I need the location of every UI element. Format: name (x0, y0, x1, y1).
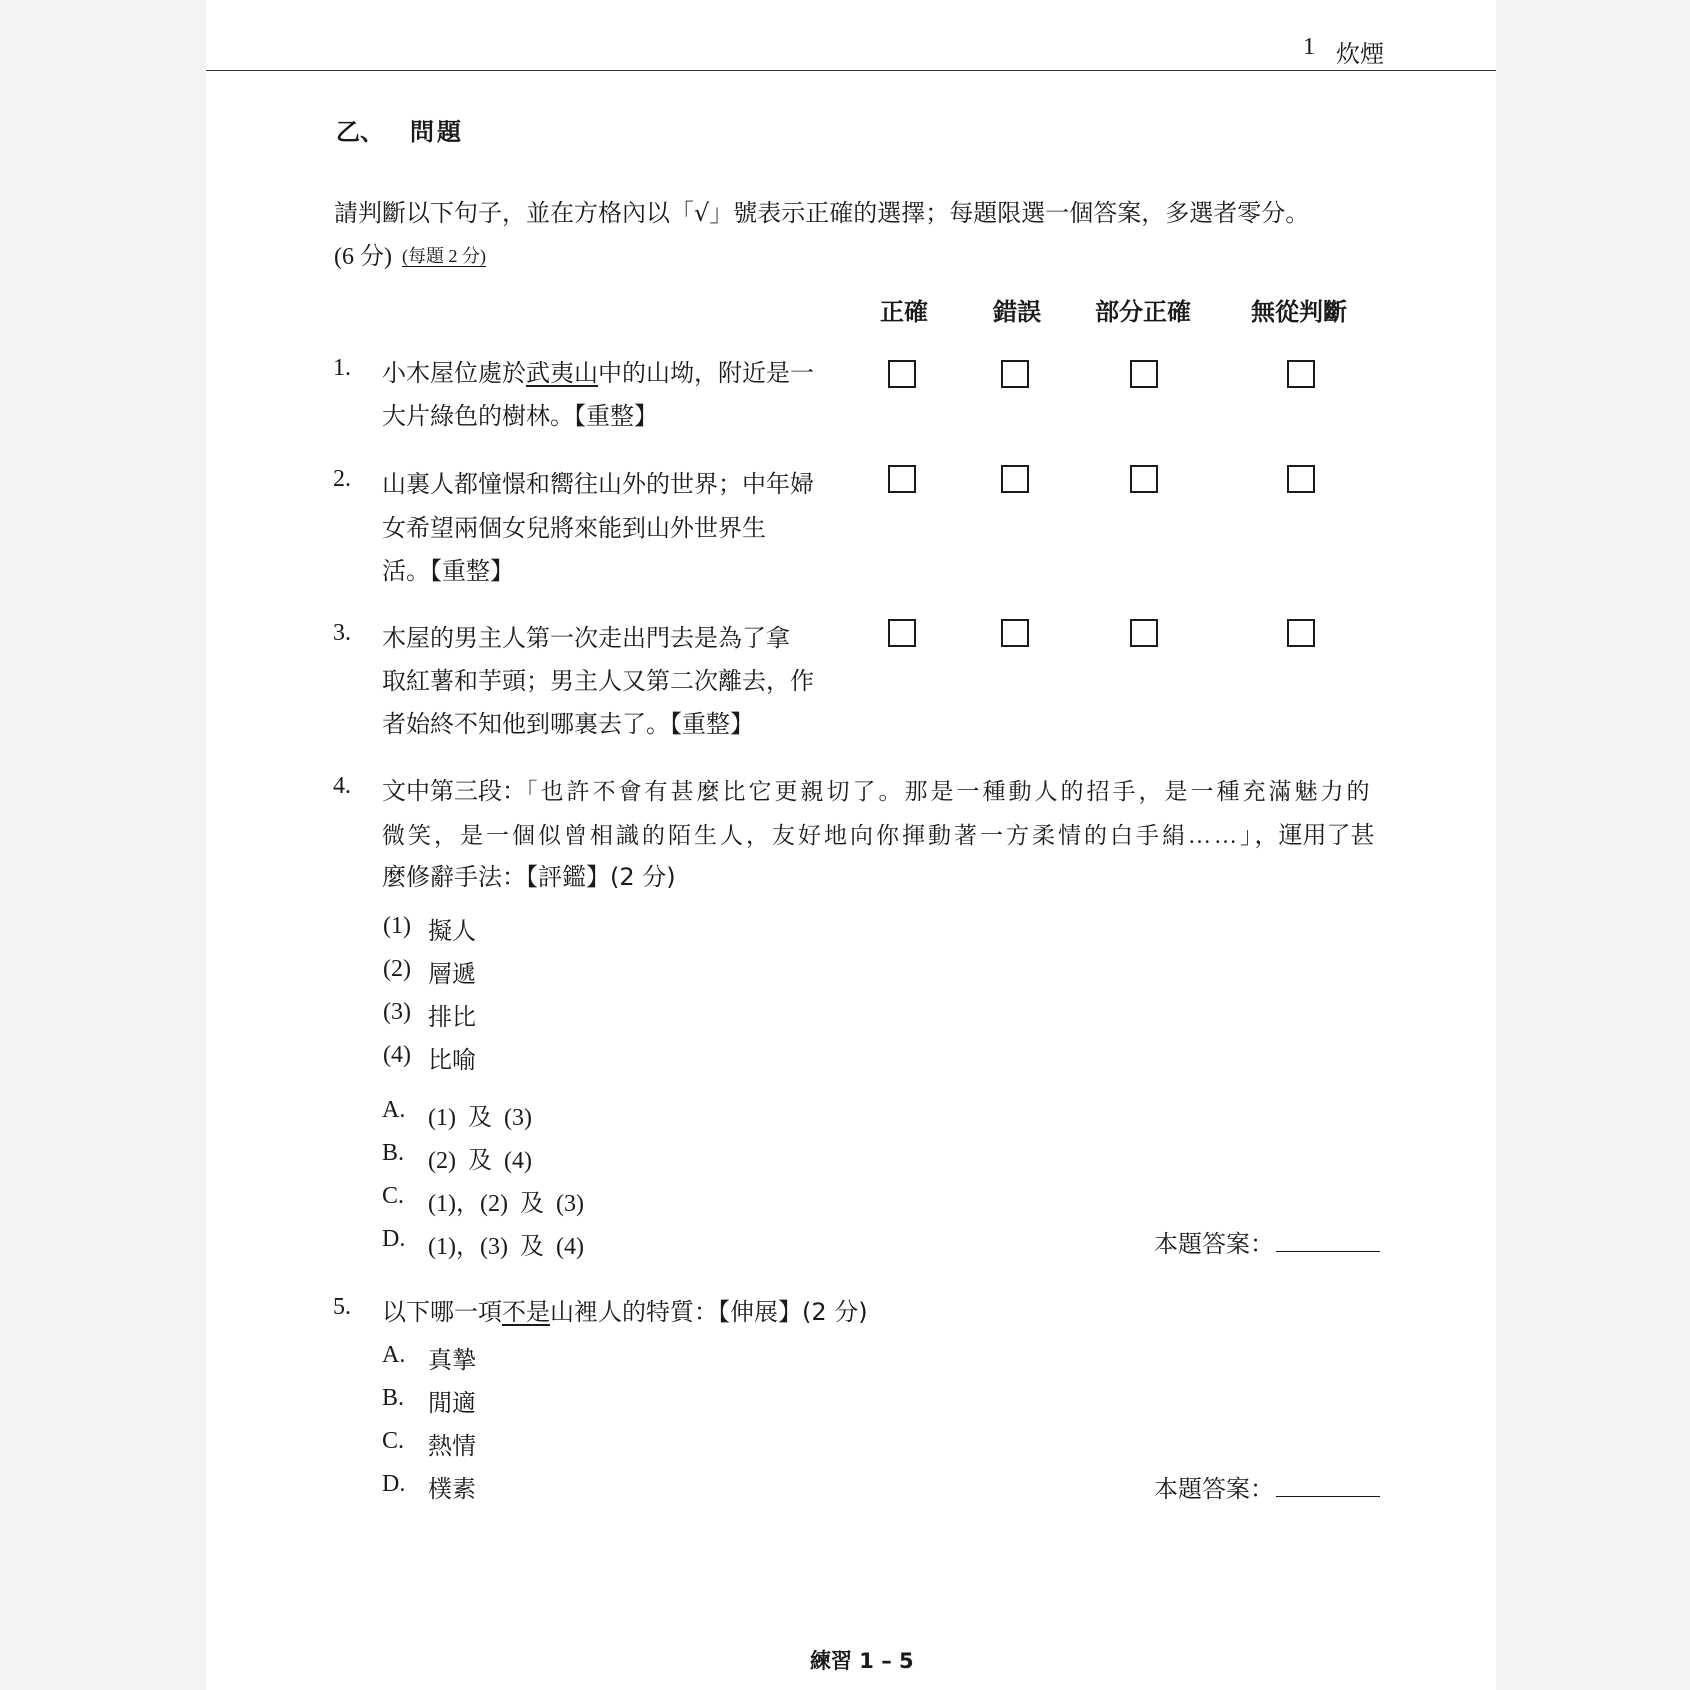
section-title: 問題 (410, 118, 464, 146)
q5-option-letter: D. (382, 1471, 406, 1497)
q4-option-text: (1)，(2) 及 (3) (428, 1191, 584, 1217)
instructions-text: 請判斷以下句子，並在方格內以「√」號表示正確的選擇；每題限選一個答案，多選者零分。 (334, 199, 1310, 227)
question-text-line: 活。【重整】 (382, 557, 514, 585)
q5-option-text: 熱情 (428, 1432, 476, 1460)
question-number: 2. (333, 466, 351, 492)
q4-option-letter: A. (382, 1097, 406, 1123)
q4-text-line1: 文中第三段：「也許不會有甚麼比它更親切了。那是一種動人的招手，是一種充滿魅力的 (382, 777, 1373, 805)
checkbox-q2-wrong[interactable] (1001, 465, 1029, 493)
q4-option-text: (1)，(3) 及 (4) (428, 1234, 584, 1260)
question-text-line: 小木屋位處於武夷山中的山坳，附近是一 (382, 359, 814, 387)
q4-item-number: (3) (383, 999, 411, 1025)
q4-option-letter: C. (382, 1183, 405, 1209)
answer-blank[interactable] (1276, 1227, 1380, 1252)
q5-text: 以下哪一項不是山裡人的特質：【伸展】(2 分) (382, 1298, 868, 1326)
q5-answer-field (1154, 1469, 1380, 1504)
checkbox-q3-partial[interactable] (1130, 619, 1158, 647)
q4-text-line3: 麼修辭手法：【評鑑】(2 分) (382, 863, 676, 891)
q5-option-letter: A. (382, 1342, 406, 1368)
checkbox-q1-undeterminable[interactable] (1287, 360, 1315, 388)
instructions-marks: (6 分) (334, 244, 392, 270)
q4-answer-field (1154, 1224, 1380, 1259)
q4-item-number: (2) (383, 956, 411, 982)
checkbox-q3-wrong[interactable] (1001, 619, 1029, 647)
question-number: 4. (333, 773, 351, 799)
q5-option-letter: C. (382, 1428, 405, 1454)
question-number: 1. (333, 355, 351, 381)
answer-label: 本題答案： (1154, 1230, 1274, 1258)
q4-option-letter: B. (382, 1140, 405, 1166)
q4-item-text: 比喻 (428, 1046, 476, 1074)
checkbox-q3-undeterminable[interactable] (1287, 619, 1315, 647)
q4-item-text: 層遞 (428, 960, 476, 988)
section-label: 乙、 (336, 118, 384, 146)
column-header-wrong: 錯誤 (993, 298, 1041, 326)
page-footer: 練習 1 – 5 (810, 1649, 914, 1673)
question-text-line: 木屋的男主人第一次走出門去是為了拿 (382, 624, 790, 652)
question-text-line: 女希望兩個女兒將來能到山外世界生 (382, 514, 766, 542)
q4-item-text: 擬人 (428, 917, 476, 945)
q4-option-text: (2) 及 (4) (428, 1148, 532, 1174)
checkbox-q2-partial[interactable] (1130, 465, 1158, 493)
q4-item-number: (1) (383, 913, 411, 939)
chapter-title: 炊煙 (1336, 40, 1384, 68)
header-rule (206, 70, 1496, 71)
checkbox-q3-correct[interactable] (888, 619, 916, 647)
column-header-partial: 部分正確 (1095, 298, 1191, 326)
q4-item-number: (4) (383, 1042, 411, 1068)
question-text-line: 取紅薯和芋頭；男主人又第二次離去，作 (382, 667, 814, 695)
answer-blank[interactable] (1276, 1472, 1380, 1497)
column-header-correct: 正確 (880, 298, 928, 326)
column-header-undeterminable: 無從判斷 (1251, 298, 1347, 326)
question-text-line: 山裏人都憧憬和嚮往山外的世界；中年婦 (382, 470, 814, 498)
q4-text-line2: 微笑，是一個似曾相識的陌生人，友好地向你揮動著一方柔情的白手絹……」，運用了甚 (382, 821, 1375, 849)
checkbox-q1-partial[interactable] (1130, 360, 1158, 388)
answer-label: 本題答案： (1154, 1475, 1274, 1503)
q5-option-text: 閒適 (428, 1389, 476, 1417)
question-number: 3. (333, 620, 351, 646)
q5-option-letter: B. (382, 1385, 405, 1411)
q4-option-text: (1) 及 (3) (428, 1105, 532, 1131)
checkbox-q1-correct[interactable] (888, 360, 916, 388)
q4-item-text: 排比 (428, 1003, 476, 1031)
chapter-number: 1 (1303, 34, 1315, 60)
q5-option-text: 樸素 (428, 1475, 476, 1503)
instructions-marks-note: (每題 2 分) (402, 246, 486, 266)
worksheet-page (206, 0, 1496, 1690)
question-number: 5. (333, 1294, 351, 1320)
q5-option-text: 真摯 (428, 1346, 476, 1374)
checkbox-q2-undeterminable[interactable] (1287, 465, 1315, 493)
question-text-line: 者始終不知他到哪裏去了。【重整】 (382, 710, 754, 738)
checkbox-q1-wrong[interactable] (1001, 360, 1029, 388)
question-text-line: 大片綠色的樹林。【重整】 (382, 402, 658, 430)
checkbox-q2-correct[interactable] (888, 465, 916, 493)
q4-option-letter: D. (382, 1226, 406, 1252)
